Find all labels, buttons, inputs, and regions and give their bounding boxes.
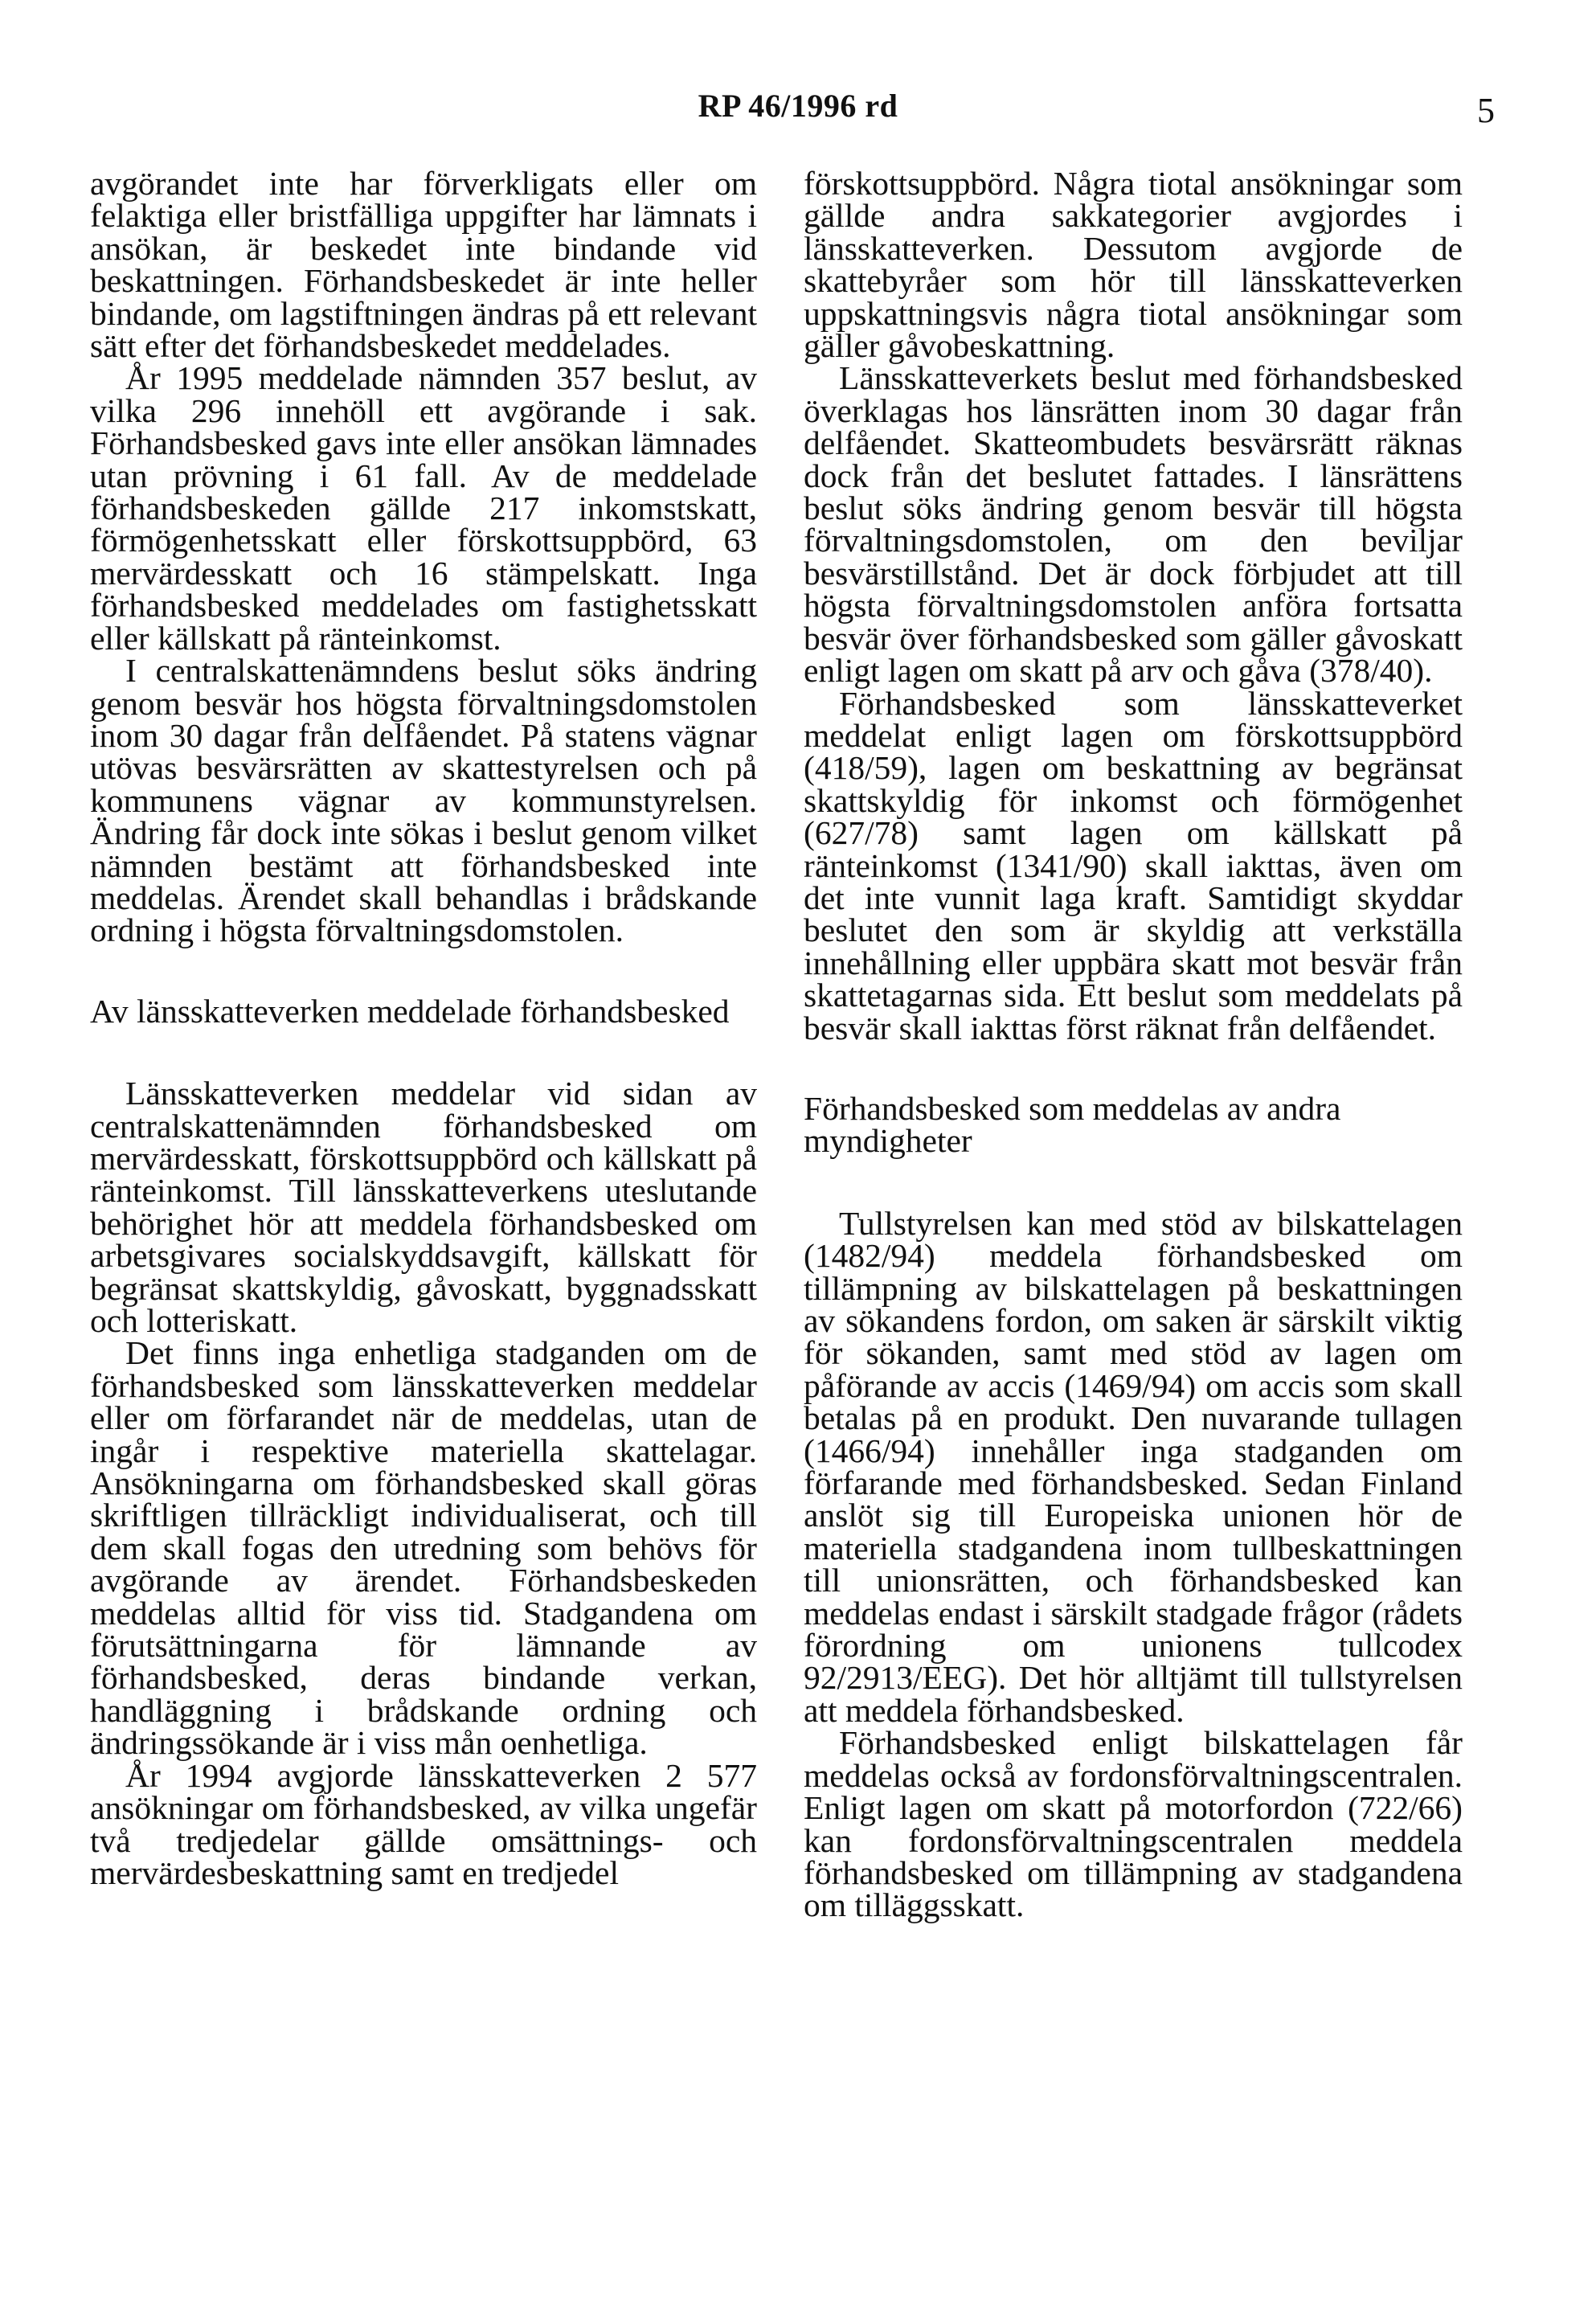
- spacer: [90, 1027, 757, 1077]
- spacer: [804, 1157, 1463, 1207]
- paragraph: År 1995 meddelade nämnden 357 beslut, av vilka 296 innehöll ett avgörande i sak. Förhandsbesked gavs inte eller ansökan lämnades utan prövning i 61 fall. Av de meddelade förhandsbeskeden gällde 217 inkomstskatt, förmögenhetsskatt eller förskottsuppbörd, 63 mervärdesskatt och 16 stämpelskatt. Inga förhandsbesked meddelades om fastighetsskatt eller källskatt på ränteinkomst.: [90, 359, 757, 657]
- paragraph: Förhandsbesked enligt bilskattelagen får meddelas också av fordonsförvaltningscentralen. Enligt lagen om skatt på motorfordon (722/66) kan fordonsförvaltningscentralen meddela förhandsbesked om tillämpning av stadgandena om tilläggsskatt.: [804, 1724, 1463, 1924]
- document-id: RP 46/1996 rd: [698, 88, 898, 124]
- paragraph: Länsskatteverkets beslut med förhandsbesked överklagas hos länsrätten inom 30 dagar från delfåendet. Skatteombudets besvärsrätt räknas dock från det beslutet fattades. I länsrättens beslut söks ändring genom besvär till högsta förvaltningsdomstolen, om den beviljar besvärstillstånd. Det är dock förbjudet att till högsta förvaltningsdomstolen anföra fortsatta besvär över förhandsbesked som gäller gåvoskatt enligt lagen om skatt på arv och gåva (378/40).: [804, 359, 1463, 690]
- paragraph: Tullstyrelsen kan med stöd av bilskattelagen (1482/94) meddela förhandsbesked om tillämpning av bilskattelagen på beskattningen av sökandens fordon, om saken är särskilt viktig för sökanden, samt med stöd av lagen om påförande av accis (1469/94) om accis som skall betalas på en produkt. Den nuvarande tullagen (1466/94) innehåller inga stadganden om förfarande med förhandsbesked. Sedan Finland anslöt sig till Europeiska unionen hör de materiella stadgandena inom tullbeskattningen till unionsrätten, och förhandsbesked kan meddelas endast i särskilt stadgade frågor (rådets förordning om unionens tullcodex 92/2913/EEG). Det hör alltjämt till tullstyrelsen att meddela förhandsbesked.: [804, 1204, 1463, 1729]
- paragraph: År 1994 avgjorde länsskatteverken 2 577 ansökningar om förhandsbesked, av vilka ungefär två tredjedelar gällde omsättnings- och mervärdesbeskattning samt en tredjedel: [90, 1756, 757, 1891]
- paragraph: I centralskattenämndens beslut söks ändring genom besvär hos högsta förvaltningsdomstolen inom 30 dagar från delfåendet. På statens vägnar utövas besvärsrätten av skattestyrelsen och på kommunens vägnar av kommunstyrelsen. Ändring får dock inte sökas i beslut genom vilket nämnden bestämt att förhandsbesked inte meddelas. Ärendet skall behandlas i brådskande ordning i högsta förvaltningsdomstolen.: [90, 652, 757, 949]
- paragraph: Förhandsbesked som länsskatteverket meddelat enligt lagen om förskottsuppbörd (418/59), lagen om beskattning av begränsat skattskyldig för inkomst och förmögenhet (627/78) samt lagen om källskatt på ränteinkomst (1341/90) skall iakttas, även om det inte vunnit laga kraft. Samtidigt skyddar beslutet den som är skyldig att verkställa innehållning eller uppbära skatt mot besvär från skattetagarnas sida. Ett beslut som meddelats på besvär skall iakttas först räknat från delfåendet.: [804, 684, 1463, 1046]
- spacer: [90, 947, 757, 995]
- paragraph: Det finns inga enhetliga stadganden om de förhandsbesked som länsskatteverken meddelar eller om förfarandet när de meddelas, utan de ingår i respektive materiella skattelagar. Ansökningarna om förhandsbesked skall göras skriftligen tillräckligt individualiserat, och till dem skall fogas den utredning som behövs för avgörande av ärendet. Förhandsbeskeden meddelas alltid för viss tid. Stadgandena om förutsättningarna för lämnande av förhandsbesked, deras bindande verkan, handläggning i brådskande ordning och ändringssökande är i viss mån oenhetliga.: [90, 1334, 757, 1762]
- spacer: [804, 1044, 1463, 1092]
- section-heading: Förhandsbesked som meddelas av andra myndigheter: [804, 1089, 1341, 1160]
- paragraph: Länsskatteverken meddelar vid sidan av centralskattenämnden förhandsbesked om mervärdesskatt, förskottsuppbörd och källskatt på ränteinkomst. Till länsskatteverkens uteslutande behörighet hör att meddela förhandsbesked om arbetsgivares socialskyddsavgift, källskatt för begränsat skattskyldig, gåvoskatt, byggnadsskatt och lotteriskatt.: [90, 1075, 757, 1339]
- section-heading: Av länsskatteverken meddelade förhandsbesked: [90, 992, 730, 1030]
- paragraph: förskottsuppbörd. Några tiotal ansökningar som gällde andra sakkategorier avgjordes i länsskatteverken. Dessutom avgjorde de skattebyråer som hör till länsskatteverken uppskattningsvis några tiotal ansökningar som gäller gåvobeskattning.: [804, 165, 1463, 365]
- page-number: 5: [1477, 91, 1495, 130]
- paragraph: avgörandet inte har förverkligats eller om felaktiga eller bristfälliga uppgifter har lämnats i ansökan, är beskedet inte bindande vid beskattningen. Förhandsbeskedet är inte heller bindande, om lagstiftningen ändras på ett relevant sätt efter det förhandsbeskedet meddelades.: [90, 165, 757, 365]
- right-column: [804, 167, 1463, 1922]
- page-header: [0, 87, 1596, 135]
- left-column: [90, 167, 757, 1889]
